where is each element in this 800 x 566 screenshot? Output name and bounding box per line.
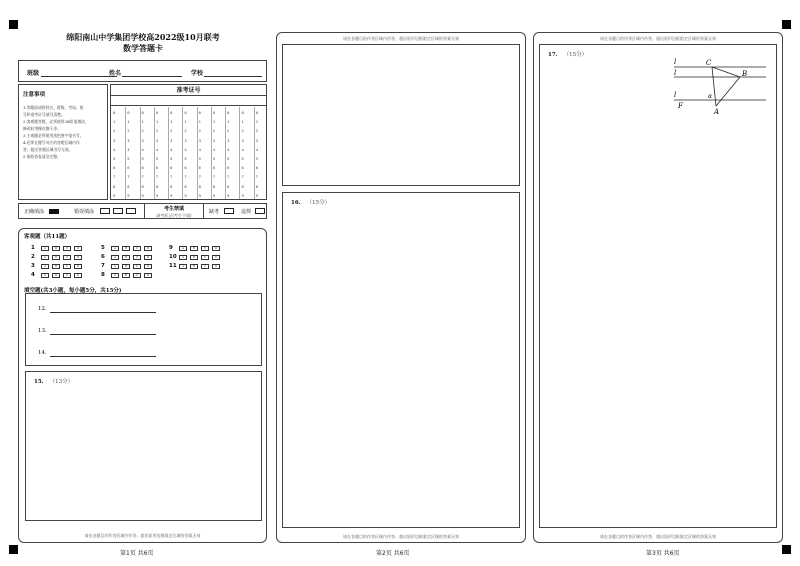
exam-id-bubble[interactable]: 6 bbox=[141, 165, 144, 171]
exam-id-bubble[interactable]: 2 bbox=[127, 128, 130, 134]
exam-id-bubble[interactable]: 6 bbox=[212, 165, 216, 171]
mc-option-bubble[interactable]: D bbox=[212, 246, 220, 251]
mc-option-bubble[interactable]: B bbox=[122, 273, 130, 278]
mc-option-bubble[interactable]: C bbox=[201, 255, 209, 260]
absent-title: 考生禁填 bbox=[163, 206, 184, 212]
exam-id-bubble[interactable]: 4 bbox=[255, 146, 259, 152]
exam-id-bubble[interactable]: 0 bbox=[113, 110, 116, 115]
exam-id-bubble[interactable]: 9 bbox=[255, 192, 259, 198]
parallel-lines-figure bbox=[670, 56, 770, 116]
wrong-fill-sample-2 bbox=[113, 208, 123, 214]
label-c: C bbox=[706, 59, 712, 67]
exam-id-bubble[interactable]: 8 bbox=[170, 183, 173, 189]
page-2 bbox=[276, 32, 526, 543]
label-b: B bbox=[742, 70, 748, 78]
mc-option-bubble[interactable]: D bbox=[144, 264, 152, 269]
exam-id-bubble[interactable]: 2 bbox=[155, 128, 159, 134]
exam-id-bubble[interactable]: 3 bbox=[113, 137, 116, 143]
class-field[interactable] bbox=[41, 76, 117, 77]
mc-option-bubble[interactable]: B bbox=[190, 264, 198, 269]
school-label: 学校 bbox=[191, 70, 204, 77]
student-info-row bbox=[18, 60, 267, 82]
exam-id-bubble[interactable]: 6 bbox=[170, 165, 173, 171]
mc-option-bubble[interactable]: A bbox=[111, 255, 119, 260]
notes-item: 4.必须在题号对应的答题区域内作 bbox=[23, 140, 80, 145]
mc-question-number: 9 bbox=[169, 245, 173, 251]
exam-id-bubble[interactable]: 7 bbox=[155, 174, 159, 180]
exam-id-bubble[interactable]: 1 bbox=[127, 119, 130, 125]
exam-id-bubble[interactable]: 7 bbox=[198, 174, 201, 180]
exam-id-bubble[interactable]: 3 bbox=[241, 137, 244, 143]
exam-id-bubble[interactable]: 3 bbox=[170, 137, 173, 143]
exam-id-bubble[interactable]: 3 bbox=[255, 137, 259, 143]
mc-option-bubble[interactable]: A bbox=[41, 255, 49, 260]
mc-option-bubble[interactable]: D bbox=[212, 255, 220, 260]
exam-id-bubble[interactable]: 1 bbox=[212, 119, 216, 125]
exam-id-bubble[interactable]: 1 bbox=[141, 119, 144, 125]
exam-id-bubble[interactable]: 4 bbox=[141, 146, 144, 152]
exam-id-bubble[interactable]: 5 bbox=[127, 156, 130, 161]
exam-id-bubble[interactable]: 5 bbox=[184, 156, 187, 161]
fill-blank-title: 填空题(共3小题，每小题5分，共15分) bbox=[24, 288, 122, 294]
objective-title: 客观题（共11题） bbox=[24, 234, 71, 240]
exam-id-bubble[interactable]: 3 bbox=[127, 137, 130, 143]
q16-points: （15分） bbox=[306, 200, 331, 206]
mc-option-bubble[interactable]: A bbox=[41, 264, 49, 269]
exam-id-bubble[interactable]: 2 bbox=[170, 128, 173, 134]
exam-id-bubble[interactable]: 9 bbox=[198, 192, 201, 198]
mc-option-bubble[interactable]: A bbox=[179, 246, 187, 251]
exam-id-bubble[interactable]: 4 bbox=[241, 146, 244, 152]
exam-id-bubble[interactable]: 4 bbox=[227, 146, 230, 152]
exam-id-bubble[interactable]: 1 bbox=[255, 119, 259, 125]
exam-id-bubble[interactable]: 2 bbox=[241, 128, 244, 134]
blank-q12-label: 12. bbox=[38, 306, 47, 312]
mc-question-number: 4 bbox=[31, 272, 35, 278]
exam-id-bubble[interactable]: 0 bbox=[170, 110, 173, 115]
exam-id-bubble[interactable]: 8 bbox=[241, 183, 244, 189]
blank-q13-line[interactable] bbox=[50, 334, 156, 335]
label-l2: l bbox=[674, 69, 677, 77]
notes-item: 1.答题前请将姓名、班级、考场、座 bbox=[23, 105, 84, 110]
label-a: A bbox=[714, 108, 720, 116]
exam-id-bubble[interactable]: 7 bbox=[113, 174, 116, 180]
exam-id-bubble[interactable]: 1 bbox=[170, 119, 173, 125]
exam-id-title: 准考证号 bbox=[111, 85, 266, 96]
exam-id-bubble[interactable]: 7 bbox=[141, 174, 144, 180]
exam-id-bubble[interactable]: 5 bbox=[241, 156, 244, 161]
mc-option-bubble[interactable]: C bbox=[63, 264, 71, 269]
notes-item: 5.保持答卷清洁完整。 bbox=[23, 154, 61, 159]
exam-id-bubble[interactable]: 4 bbox=[113, 146, 116, 152]
corner-mark-top-right bbox=[782, 20, 791, 29]
exam-id-bubble[interactable]: 4 bbox=[198, 146, 201, 152]
mc-option-bubble[interactable]: A bbox=[179, 264, 187, 269]
exam-id-bubble[interactable]: 2 bbox=[212, 128, 216, 134]
q15-continued-box[interactable] bbox=[282, 44, 520, 186]
mc-option-bubble[interactable]: D bbox=[74, 255, 82, 260]
page1-number: 第1页 共6页 bbox=[120, 550, 154, 557]
exam-id-bubble[interactable]: 8 bbox=[255, 183, 259, 189]
q16-label bbox=[291, 198, 330, 206]
correct-fill-sample bbox=[49, 209, 59, 214]
mc-option-bubble[interactable]: B bbox=[52, 264, 60, 269]
exam-id-bubble[interactable]: 3 bbox=[141, 137, 144, 143]
mc-option-bubble[interactable]: A bbox=[179, 255, 187, 260]
page2-header-notice: 请在各题目的作答区域内作答，超出矩形边框限定区域的答案无效 bbox=[343, 36, 459, 41]
mc-question-number: 3 bbox=[31, 263, 35, 269]
mc-question-number: 6 bbox=[101, 254, 105, 260]
q17-answer-box[interactable] bbox=[539, 44, 777, 528]
mc-option-bubble[interactable]: B bbox=[122, 255, 130, 260]
mc-option-bubble[interactable]: B bbox=[190, 246, 198, 251]
page3-number: 第3页 共6页 bbox=[646, 550, 680, 557]
exam-id-bubble[interactable]: 8 bbox=[184, 183, 187, 189]
exam-id-bubble[interactable]: 3 bbox=[198, 137, 201, 143]
exam-id-bubble[interactable]: 2 bbox=[227, 128, 230, 134]
mc-option-bubble[interactable]: D bbox=[144, 273, 152, 278]
exam-id-bubble[interactable]: 0 bbox=[155, 110, 159, 115]
mc-question-number: 1 bbox=[31, 245, 35, 251]
page3-footer-notice: 请在各题目的作答区域内作答，超出矩形边框限定区域的答案无效 bbox=[600, 534, 716, 539]
mc-option-bubble[interactable]: B bbox=[52, 273, 60, 278]
exam-id-bubble[interactable]: 8 bbox=[141, 183, 144, 189]
mc-option-bubble[interactable]: D bbox=[74, 246, 82, 251]
page3-header-notice: 请在各题目的作答区域内作答，超出矩形边框限定区域的答案无效 bbox=[600, 36, 716, 41]
mc-option-bubble[interactable]: A bbox=[41, 273, 49, 278]
q16-number: 16. bbox=[291, 200, 301, 206]
q15-label bbox=[34, 377, 73, 385]
exam-id-bubble[interactable]: 5 bbox=[255, 156, 259, 161]
exam-id-bubble[interactable]: 2 bbox=[255, 128, 259, 134]
exam-id-bubble[interactable]: 2 bbox=[184, 128, 187, 134]
q15-answer-box[interactable] bbox=[25, 371, 262, 521]
exam-id-bubble[interactable]: 8 bbox=[127, 183, 130, 189]
page2-number: 第2页 共6页 bbox=[376, 550, 410, 557]
mc-option-bubble[interactable]: D bbox=[144, 255, 152, 260]
exam-id-bubble[interactable]: 8 bbox=[198, 183, 201, 189]
mc-question-number: 11 bbox=[169, 263, 177, 269]
notes-item: 2.客观题答题，必须使用2B铅笔填涂， bbox=[23, 119, 89, 124]
blank-q14-label: 14. bbox=[38, 350, 47, 356]
exam-id-bubble[interactable]: 1 bbox=[113, 119, 116, 125]
exam-id-bubble[interactable]: 5 bbox=[170, 156, 173, 161]
notes-item: 3.主观题必须使用黑色签字笔书写。 bbox=[23, 133, 84, 138]
exam-id-bubble[interactable]: 8 bbox=[212, 183, 216, 189]
exam-id-bubble[interactable]: 1 bbox=[241, 119, 244, 125]
exam-id-bubble[interactable]: 2 bbox=[113, 128, 116, 134]
label-l3: l bbox=[674, 91, 677, 99]
exam-id-bubble[interactable]: 2 bbox=[141, 128, 144, 134]
exam-id-box bbox=[110, 84, 267, 200]
violation-label: 违规 bbox=[241, 209, 252, 215]
mc-option-bubble[interactable]: C bbox=[63, 246, 71, 251]
exam-id-bubble[interactable]: 4 bbox=[212, 146, 216, 152]
notes-item: 修改时用橡皮擦干净。 bbox=[23, 126, 61, 131]
sheet-title-line2: 数学答题卡 bbox=[123, 43, 163, 53]
exam-id-bubble[interactable]: 1 bbox=[198, 119, 201, 125]
exam-id-bubble[interactable]: 0 bbox=[184, 110, 187, 115]
exam-id-bubble[interactable]: 9 bbox=[241, 192, 244, 198]
mc-question-number: 2 bbox=[31, 254, 35, 260]
exam-id-bubble[interactable]: 6 bbox=[255, 165, 259, 171]
mc-option-bubble[interactable]: D bbox=[212, 264, 220, 269]
exam-id-bubble[interactable]: 1 bbox=[227, 119, 230, 125]
mc-question-number: 7 bbox=[101, 263, 105, 269]
mc-option-bubble[interactable]: D bbox=[144, 246, 152, 251]
exam-id-bubble[interactable]: 6 bbox=[198, 165, 201, 171]
exam-id-bubble[interactable]: 0 bbox=[212, 110, 216, 115]
label-l1: l bbox=[674, 58, 677, 66]
exam-id-bubble[interactable]: 3 bbox=[212, 137, 216, 143]
exam-id-bubble[interactable]: 5 bbox=[227, 156, 230, 161]
exam-id-bubble[interactable]: 7 bbox=[241, 174, 244, 180]
exam-id-bubble[interactable]: 5 bbox=[212, 156, 216, 161]
exam-id-bubble[interactable]: 7 bbox=[255, 174, 259, 180]
exam-id-bubble-grid bbox=[111, 107, 266, 199]
mc-option-bubble[interactable]: C bbox=[133, 246, 141, 251]
exam-id-bubble[interactable]: 9 bbox=[184, 192, 187, 198]
exam-id-bubble[interactable]: 6 bbox=[155, 165, 159, 171]
name-field[interactable] bbox=[122, 76, 182, 77]
wrong-fill-sample-3 bbox=[126, 208, 136, 214]
mc-option-bubble[interactable]: D bbox=[74, 273, 82, 278]
exam-id-bubble[interactable]: 9 bbox=[155, 192, 159, 198]
q17-points: （15分） bbox=[563, 52, 588, 58]
exam-id-bubble[interactable]: 1 bbox=[184, 119, 187, 125]
mc-option-bubble[interactable]: B bbox=[190, 255, 198, 260]
exam-id-bubble[interactable]: 8 bbox=[155, 183, 159, 189]
exam-id-bubble[interactable]: 6 bbox=[113, 165, 116, 171]
answer-section bbox=[18, 228, 267, 543]
exam-id-bubble[interactable]: 7 bbox=[127, 174, 130, 180]
q17-number: 17. bbox=[548, 52, 558, 58]
exam-id-bubble[interactable]: 3 bbox=[155, 137, 159, 143]
mc-option-bubble[interactable]: C bbox=[133, 264, 141, 269]
exam-id-bubble[interactable]: 7 bbox=[170, 174, 173, 180]
mc-option-bubble[interactable]: A bbox=[111, 273, 119, 278]
notes-title: 注意事项 bbox=[23, 92, 46, 98]
mc-option-bubble[interactable]: C bbox=[133, 255, 141, 260]
notes-item: 号和准考证号填写清楚。 bbox=[23, 112, 65, 117]
q17-label bbox=[548, 50, 587, 58]
exam-id-bubble[interactable]: 4 bbox=[170, 146, 173, 152]
label-alpha: α bbox=[708, 93, 713, 100]
exam-id-bubble[interactable]: 4 bbox=[127, 146, 130, 152]
q16-answer-box[interactable] bbox=[282, 192, 520, 528]
exam-id-bubble[interactable]: 6 bbox=[241, 165, 244, 171]
exam-id-bubble[interactable]: 0 bbox=[241, 110, 244, 115]
corner-mark-bottom-right bbox=[782, 545, 791, 554]
blank-q14-line[interactable] bbox=[50, 356, 156, 357]
exam-id-bubble[interactable]: 2 bbox=[198, 128, 201, 134]
sheet-title bbox=[18, 32, 268, 54]
exam-id-bubble[interactable]: 6 bbox=[127, 165, 130, 171]
violation-checkbox[interactable] bbox=[255, 208, 265, 214]
exam-id-bubble[interactable]: 5 bbox=[113, 156, 116, 161]
exam-id-bubble[interactable]: 0 bbox=[198, 110, 201, 115]
correct-fill-label: 正确填涂 bbox=[24, 209, 45, 215]
absent-label: 缺考 bbox=[209, 209, 220, 215]
mc-question-number: 5 bbox=[101, 245, 105, 251]
segment-ba bbox=[716, 77, 740, 106]
exam-id-bubble[interactable]: 9 bbox=[113, 192, 116, 198]
mc-option-bubble[interactable]: C bbox=[63, 255, 71, 260]
corner-mark-top-left bbox=[9, 20, 18, 29]
absent-subtitle: 缺考标记(考生不填) bbox=[156, 213, 192, 218]
exam-id-bubble[interactable]: 6 bbox=[227, 165, 230, 171]
exam-id-bubble[interactable]: 3 bbox=[184, 137, 187, 143]
exam-id-bubble[interactable]: 9 bbox=[170, 192, 173, 198]
wrong-fill-label: 错误填涂 bbox=[74, 209, 95, 215]
exam-id-bubble[interactable]: 0 bbox=[127, 110, 130, 115]
exam-id-bubble[interactable]: 9 bbox=[227, 192, 230, 198]
mc-option-bubble[interactable]: C bbox=[63, 273, 71, 278]
mc-option-bubble[interactable]: B bbox=[122, 246, 130, 251]
exam-id-bubble[interactable]: 9 bbox=[127, 192, 130, 198]
sheet-title-line1: 绵阳南山中学集团学校高2022级10月联考 bbox=[66, 32, 220, 42]
mc-option-bubble[interactable]: A bbox=[111, 246, 119, 251]
exam-id-bubble[interactable]: 5 bbox=[141, 156, 144, 161]
mc-option-bubble[interactable]: C bbox=[133, 273, 141, 278]
fill-blank-box bbox=[25, 293, 262, 366]
exam-id-bubble[interactable]: 9 bbox=[141, 192, 144, 198]
class-label: 班级 bbox=[27, 70, 40, 77]
mc-option-bubble[interactable]: B bbox=[52, 246, 60, 251]
q15-number: 15. bbox=[34, 379, 44, 385]
mc-option-bubble[interactable]: C bbox=[201, 246, 209, 251]
exam-id-bubble[interactable]: 7 bbox=[227, 174, 230, 180]
exam-id-bubble[interactable]: 0 bbox=[255, 110, 259, 115]
exam-id-bubble[interactable]: 8 bbox=[113, 183, 116, 189]
mc-option-bubble[interactable]: B bbox=[52, 255, 60, 260]
mc-option-bubble[interactable]: A bbox=[111, 264, 119, 269]
mc-option-bubble[interactable]: B bbox=[122, 264, 130, 269]
mc-option-bubble[interactable]: C bbox=[201, 264, 209, 269]
school-field[interactable] bbox=[204, 76, 262, 77]
exam-id-bubble[interactable]: 5 bbox=[155, 156, 159, 161]
exam-id-bubble[interactable]: 4 bbox=[155, 146, 159, 152]
page1-footer-notice: 请在各题目的作答区域内作答，超出矩形边框限定区域的答案无效 bbox=[84, 533, 201, 538]
corner-mark-bottom-left bbox=[9, 545, 18, 554]
exam-id-bubble[interactable]: 6 bbox=[184, 165, 187, 171]
absent-checkbox[interactable] bbox=[224, 208, 234, 214]
exam-id-bubble[interactable]: 5 bbox=[198, 156, 201, 161]
wrong-fill-sample-1 bbox=[100, 208, 110, 214]
absent-box bbox=[144, 203, 204, 219]
exam-id-bubble[interactable]: 0 bbox=[227, 110, 230, 115]
mc-option-bubble[interactable]: D bbox=[74, 264, 82, 269]
exam-id-bubble[interactable]: 8 bbox=[227, 183, 230, 189]
exam-id-bubble[interactable]: 7 bbox=[212, 174, 216, 180]
exam-id-bubble[interactable]: 7 bbox=[184, 174, 187, 180]
exam-id-bubble[interactable]: 9 bbox=[212, 192, 216, 198]
fill-legend bbox=[18, 203, 267, 219]
exam-id-bubble[interactable]: 3 bbox=[227, 137, 230, 143]
exam-id-bubble[interactable]: 0 bbox=[141, 110, 144, 115]
mc-question-number: 10 bbox=[169, 254, 177, 260]
notes-item: 答，超出答题区域书写无效。 bbox=[23, 147, 73, 152]
label-f: F bbox=[678, 102, 683, 110]
exam-id-write-row[interactable] bbox=[111, 96, 266, 106]
blank-q12-line[interactable] bbox=[50, 312, 156, 313]
segment-cb bbox=[712, 67, 740, 77]
name-label: 姓名 bbox=[109, 70, 122, 77]
mc-option-bubble[interactable]: A bbox=[41, 246, 49, 251]
blank-q13-label: 13. bbox=[38, 328, 47, 334]
exam-id-bubble[interactable]: 4 bbox=[184, 146, 187, 152]
exam-id-bubble[interactable]: 1 bbox=[155, 119, 159, 125]
page2-footer-notice: 请在各题目的作答区域内作答，超出矩形边框限定区域的答案无效 bbox=[343, 534, 459, 539]
mc-question-number: 8 bbox=[101, 272, 105, 278]
q15-points: （13分） bbox=[49, 379, 74, 385]
notes-box bbox=[18, 84, 108, 200]
